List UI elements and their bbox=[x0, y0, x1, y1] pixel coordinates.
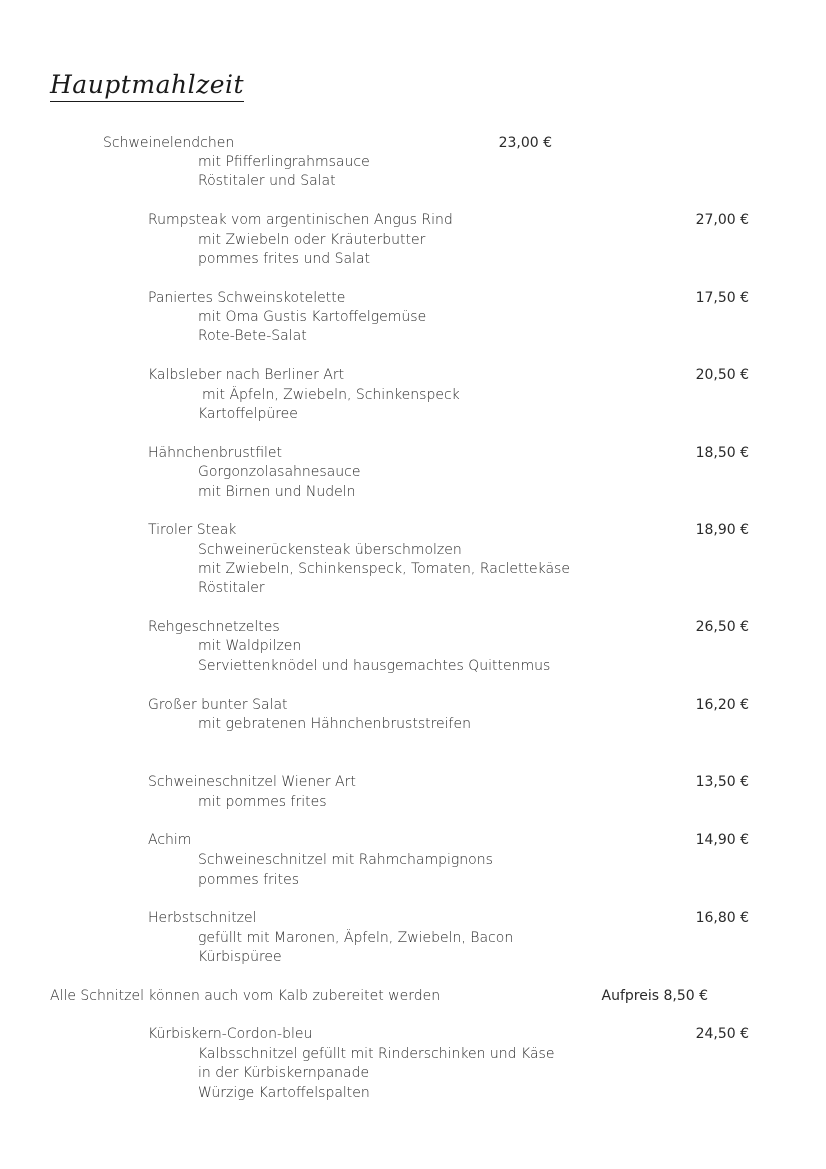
menu-item-description: Schweineschnitzel mit Rahmchampignons bbox=[198, 852, 493, 868]
menu-item-name: Achim bbox=[148, 832, 192, 848]
menu-item-name: Hähnchenbrustfilet bbox=[148, 445, 283, 461]
menu-item-description: mit Äpfeln, Zwiebeln, Schinkenspeck bbox=[202, 387, 460, 403]
menu-item-name: Schweinelendchen bbox=[103, 135, 235, 151]
menu-item-description: pommes frites und Salat bbox=[198, 251, 371, 267]
menu-item-description: Röstitaler bbox=[198, 580, 265, 596]
menu-item-description: in der Kürbiskernpanade bbox=[198, 1065, 370, 1081]
menu-item-price: 18,50 € bbox=[695, 445, 749, 461]
menu-item-price: 27,00 € bbox=[695, 212, 749, 228]
menu-item-price: 24,50 € bbox=[695, 1026, 749, 1042]
menu-item-price: 17,50 € bbox=[695, 290, 749, 306]
menu-item-name: Kürbiskern-Cordon-bleu bbox=[148, 1026, 313, 1042]
menu-item-description: mit Pfifferlingrahmsauce bbox=[198, 154, 370, 170]
menu-item-price: 18,90 € bbox=[695, 522, 749, 538]
menu-item-description: mit Birnen und Nudeln bbox=[198, 484, 356, 500]
menu-item-description: mit Waldpilzen bbox=[198, 638, 302, 654]
menu-item-price: 13,50 € bbox=[695, 774, 749, 790]
menu-item-description: mit Oma Gustis Kartoffelgemüse bbox=[198, 309, 427, 325]
menu-item-price: 14,90 € bbox=[695, 832, 749, 848]
menu-item-name: Rehgeschnetzeltes bbox=[148, 619, 280, 635]
menu-item-price: 16,20 € bbox=[695, 697, 749, 713]
surcharge-price: Aufpreis 8,50 € bbox=[601, 988, 708, 1004]
menu-item-price: 20,50 € bbox=[695, 367, 749, 383]
menu-item-description: mit gebratenen Hähnchenbruststreifen bbox=[198, 716, 471, 732]
page-title: Hauptmahlzeit bbox=[50, 70, 244, 102]
menu-item-description: mit Zwiebeln, Schinkenspeck, Tomaten, Raclettekäse bbox=[198, 561, 570, 577]
menu-item-description: Rote-Bete-Salat bbox=[198, 328, 307, 344]
menu-item-description: Kartoffelpüree bbox=[198, 406, 298, 422]
menu-item-name: Großer bunter Salat bbox=[148, 697, 288, 713]
menu-item-description: gefüllt mit Maronen, Äpfeln, Zwiebeln, Bacon bbox=[198, 930, 514, 946]
menu-item-price: 16,80 € bbox=[695, 910, 749, 926]
menu-item-name: Schweineschnitzel Wiener Art bbox=[148, 774, 356, 790]
menu-item-description: Schweinerückensteak überschmolzen bbox=[198, 542, 462, 558]
menu-item-description: Gorgonzolasahnesauce bbox=[198, 464, 361, 480]
schnitzel-note: Alle Schnitzel können auch vom Kalb zubereitet werden bbox=[50, 988, 441, 1004]
menu-item-description: Kürbispüree bbox=[198, 949, 282, 965]
menu-item-description: pommes frites bbox=[198, 872, 300, 888]
menu-item-name: Rumpsteak vom argentinischen Angus Rind bbox=[148, 212, 453, 228]
menu-item-name: Kalbsleber nach Berliner Art bbox=[148, 367, 345, 383]
menu-item-description: mit Zwiebeln oder Kräuterbutter bbox=[198, 232, 426, 248]
menu-item-description: Röstitaler und Salat bbox=[198, 173, 336, 189]
menu-item-name: Paniertes Schweinskotelette bbox=[148, 290, 346, 306]
menu-item-description: mit pommes frites bbox=[198, 794, 327, 810]
menu-item-name: Tiroler Steak bbox=[148, 522, 237, 538]
menu-item-price: 23,00 € bbox=[498, 135, 552, 151]
menu-item-description: Würzige Kartoffelspalten bbox=[198, 1085, 370, 1101]
menu-item-description: Serviettenknödel und hausgemachtes Quittenmus bbox=[198, 658, 551, 674]
menu-item-price: 26,50 € bbox=[695, 619, 749, 635]
menu-item-name: Herbstschnitzel bbox=[148, 910, 257, 926]
menu-item-description: Kalbsschnitzel gefüllt mit Rinderschinken und Käse bbox=[198, 1046, 555, 1062]
